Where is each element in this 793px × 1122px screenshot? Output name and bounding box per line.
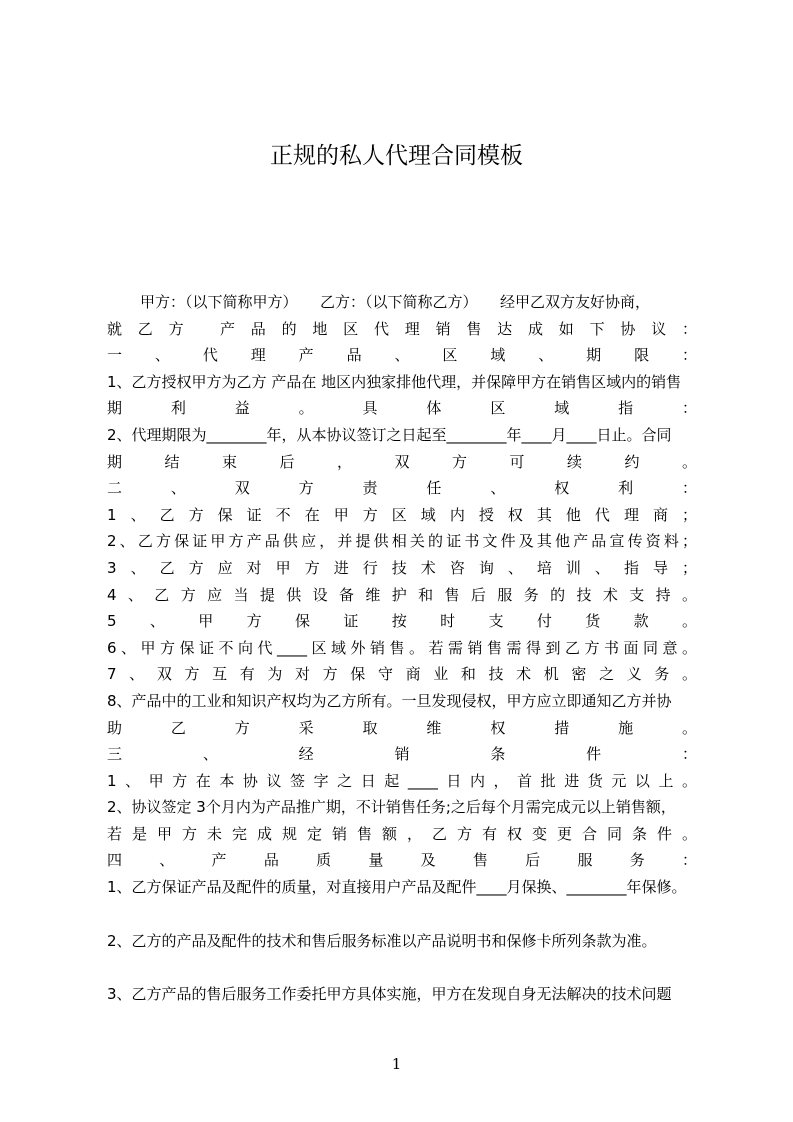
section-heading: 一、代理产品、区域、期限： — [107, 346, 697, 365]
body-line: 1、乙方保证产品及配件的质量，对直接用户产品及配件____月保换、________年保修。 — [107, 878, 687, 897]
body-line: 1、乙方授权甲方为乙方 产品在 地区内独家排他代理，并保障甲方在销售区域内的销售 — [107, 372, 682, 391]
document-title: 正规的私人代理合同模板 — [270, 143, 523, 169]
body-line: 1、乙方保证不在甲方区域内授权其他代理商； — [107, 505, 697, 524]
section-heading: 二、双方责任、权利： — [107, 479, 697, 498]
body-line: 期利益。具体区域指： — [107, 399, 697, 418]
body-line: 2、乙方的产品及配件的技术和售后服务标准以产品说明书和保修卡所列条款为准。 — [107, 931, 657, 950]
body-line: 就乙方 产品的地区代理销售达成如下协议： — [107, 319, 697, 338]
body-line: 1、甲方在本协议签字之日起____日内，首批进货元以上。 — [107, 771, 697, 790]
body-line: 助乙方采取维权措施。 — [107, 718, 697, 737]
body-line: 7、双方互有为对方保守商业和技术机密之义务。 — [107, 665, 697, 684]
section-heading: 三、经销条件： — [107, 745, 697, 764]
section-heading: 四、产品质量及售后服务： — [107, 851, 697, 870]
body-line: 若是甲方未完成规定销售额，乙方有权变更合同条件。 — [107, 824, 697, 843]
body-line: 6、甲方保证不向代____区域外销售。若需销售需得到乙方书面同意。 — [107, 638, 697, 657]
body-line: 5、甲方保证按时支付货款。 — [107, 612, 697, 631]
body-line: 2、协议签定 3个月内为产品推广期，不计销售任务;之后每个月需完成元以上销售额， — [107, 798, 676, 817]
body-line: 8、产品中的工业和知识产权均为乙方所有。一旦发现侵权，甲方应立即通知乙方并协 — [107, 691, 672, 710]
party-line: 甲方：（以下简称甲方） 乙方：（以下简称乙方） 经甲乙双方友好协商， — [140, 293, 651, 311]
contract-body — [107, 289, 697, 1008]
body-line: 2、乙方保证甲方产品供应，并提供相关的证书文件及其他产品宣传资料； — [107, 532, 697, 551]
body-line: 4、乙方应当提供设备维护和售后服务的技术支持。 — [107, 585, 697, 604]
body-line: 2、代理期限为________年，从本协议签订之日起至________年____月____日止。合同 — [107, 425, 672, 444]
page-number: 1 — [391, 1055, 402, 1073]
body-line: 3、乙方产品的售后服务工作委托甲方具体实施，甲方在发现自身无法解决的技术问题 — [107, 985, 672, 1004]
body-line: 3、乙方应对甲方进行技术咨询、培训、指导； — [107, 558, 697, 577]
body-line: 期结束后，双方可续约。 — [107, 452, 697, 471]
